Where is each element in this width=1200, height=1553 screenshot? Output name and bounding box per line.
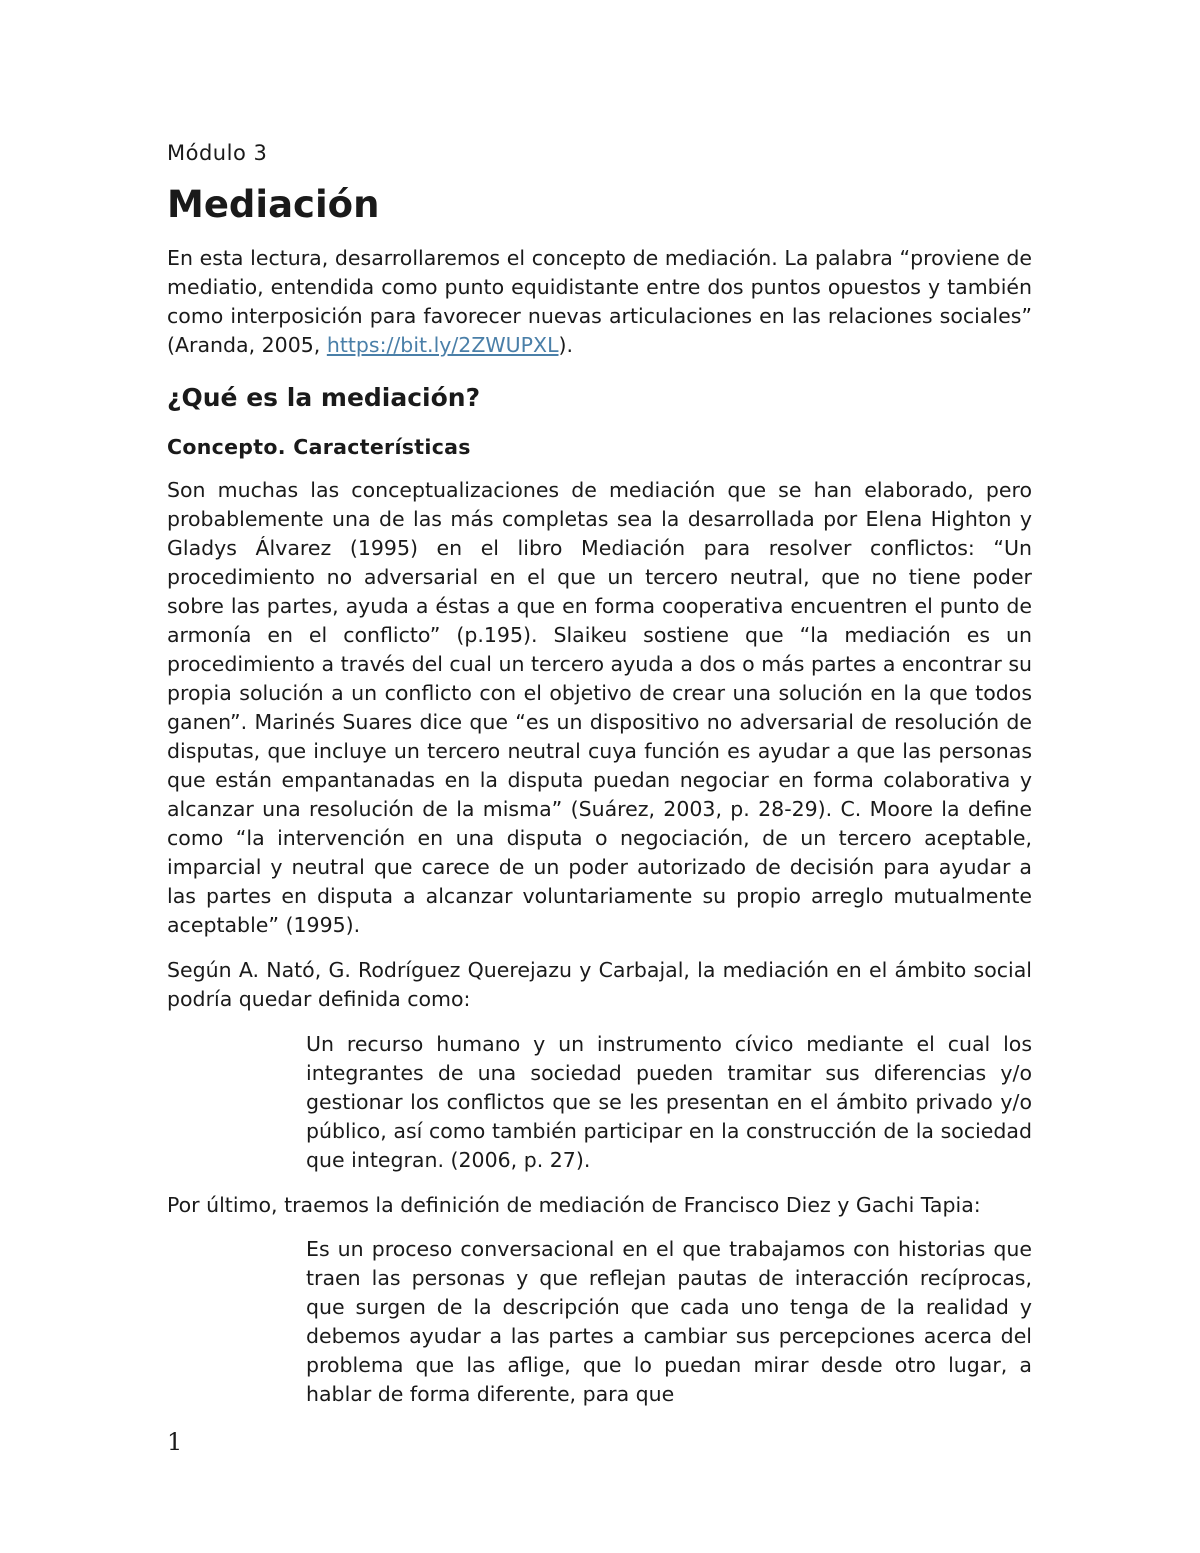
section-heading: ¿Qué es la mediación? — [167, 383, 481, 412]
page-content — [167, 138, 1032, 1409]
intro-text-end: ). — [558, 333, 574, 357]
intro-text: En esta lectura, desarrollaremos el concepto de mediación. La palabra “proviene de mediatio, entendida como punto equidistante entre dos puntos opuestos y también como interposición para favorecer nuevas articulaciones en las relaciones sociales” (Aranda, 2005, — [167, 246, 1032, 357]
page-title: Mediación — [167, 183, 380, 226]
block-quote-2: Es un proceso conversacional en el que trabajamos con historias que traen las personas y que reflejan pautas de interacción recíprocas, que surgen de la descripción que cada uno tenga de la realidad y debemos ayudar a las partes a cambiar sus percepciones acerca del problema que las aflige, que lo puedan mirar desde otro lugar, a hablar de forma diferente, para que — [306, 1237, 1032, 1406]
page-number: 1 — [167, 1428, 183, 1456]
reference-link[interactable]: https://bit.ly/2ZWUPXL — [326, 333, 559, 357]
block-quote-1: Un recurso humano y un instrumento cívico mediante el cual los integrantes de una sociedad pueden tramitar sus diferencias y/o gestionar los conflictos que se les presentan en el ámbito privado y/o público, así como también participar en la construcción de la sociedad que integran. (2006, p. 27). — [306, 1032, 1032, 1172]
body-paragraph-2: Según A. Nató, G. Rodríguez Querejazu y Carbajal, la mediación en el ámbito social podría quedar definida como: — [167, 958, 1032, 1011]
body-paragraph-1: Son muchas las conceptualizaciones de mediación que se han elaborado, pero probablemente una de las más completas sea la desarrollada por Elena Highton y Gladys Álvarez (1995) en el libro Mediación para resolver conflictos: “Un procedimiento no adversarial en el que un tercero neutral, que no tiene poder sobre las partes, ayuda a éstas a que en forma cooperativa encuentren el punto de armonía en el conflicto” (p.195). Slaikeu sostiene que “la mediación es un procedimiento a través del cual un tercero ayuda a dos o más partes a encontrar su propia solución a un conflicto con el objetivo de crear una solución en la que todos ganen”. Marinés Suares dice que “es un dispositivo no adversarial de resolución de disputas, que incluye un tercero neutral cuya función es ayudar a que las personas que están empantanadas en la disputa puedan negociar en forma colaborativa y alcanzar una resolución de la misma” (Suárez, 2003, p. 28-29). C. Moore la define como “la intervención en una disputa o negociación, de un tercero aceptable, imparcial y neutral que carece de un poder autorizado de decisión para ayudar a las partes en disputa a alcanzar voluntariamente su propio arreglo mutualmente aceptable” (1995). — [167, 478, 1032, 937]
module-label: Módulo 3 — [167, 141, 268, 165]
intro-paragraph — [167, 244, 1032, 360]
body-paragraph-3: Por último, traemos la definición de mediación de Francisco Diez y Gachi Tapia: — [167, 1193, 981, 1217]
subsection-heading: Concepto. Características — [167, 435, 471, 459]
